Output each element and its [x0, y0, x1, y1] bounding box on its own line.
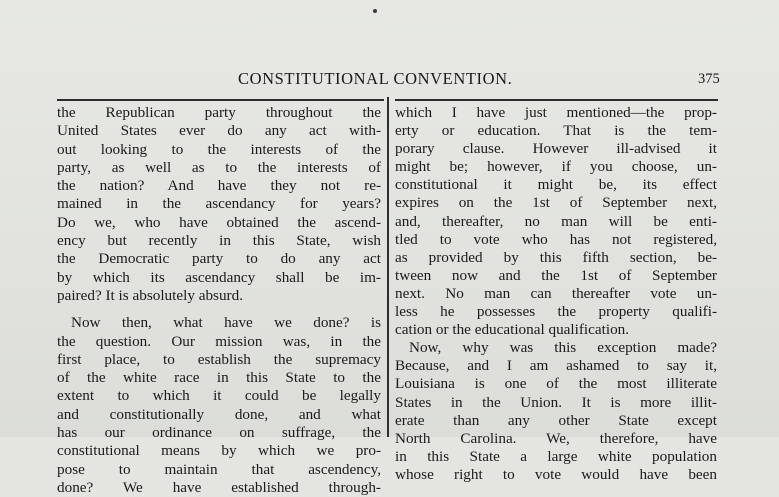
text-line: cation or the educational qualification. — [395, 321, 630, 339]
paragraph-gap — [57, 305, 381, 314]
text-line: pose to maintain that ascendency, — [57, 460, 381, 478]
text-line: which I have just mentioned—the prop- — [395, 104, 717, 121]
header-rule-left — [57, 99, 384, 101]
text-line: tled to vote who has not registered, — [395, 230, 717, 248]
text-line: by which its ascendancy shall be im- — [57, 268, 381, 286]
column-divider — [387, 97, 389, 437]
text-line: out looking to the interests of the — [57, 140, 381, 158]
text-line: mained in the ascendancy for years? — [57, 195, 381, 213]
text-line: United States ever do any act with- — [57, 122, 381, 140]
text-line: the Democratic party to do any act — [57, 250, 381, 268]
text-line: might be; however, if you choose, un- — [395, 158, 717, 176]
text-line: Now then, what have we done? is — [71, 314, 381, 332]
ink-speck — [373, 9, 377, 13]
text-line: North Carolina. We, therefore, have — [395, 429, 717, 447]
text-line: the nation? And have they not re- — [57, 177, 381, 195]
text-line: the question. Our mission was, in the — [57, 332, 381, 350]
text-line: tween now and the 1st of September — [395, 266, 717, 284]
text-line: erty or education. That is the tem- — [395, 122, 717, 140]
text-line: States in the Union. It is more illit- — [395, 393, 717, 411]
text-line: and, thereafter, no man will be enti- — [395, 212, 717, 230]
text-line: constitutional means by which we pro- — [57, 442, 381, 460]
left-column — [57, 104, 381, 497]
text-line: first place, to establish the supremacy — [57, 350, 381, 368]
right-paragraph-2 — [395, 339, 717, 484]
text-line: of the white race in this State to the — [57, 369, 381, 387]
text-line: as provided by this fifth section, be- — [395, 248, 717, 266]
text-line: Because, and I am ashamed to say it, — [395, 357, 717, 375]
text-line: and constitutionally done, and what — [57, 405, 381, 423]
text-line: extent to which it could be legally — [57, 387, 381, 405]
text-line: Do we, who have obtained the ascend- — [57, 213, 381, 231]
text-line: whose right to vote would have been — [395, 465, 717, 483]
text-line: ency but recently in this State, wish — [57, 232, 381, 250]
running-title: CONSTITUTIONAL CONVENTION. — [238, 69, 513, 88]
text-line: Now, why was this exception made? — [409, 339, 717, 357]
text-line: has our ordinance on suffrage, the — [57, 424, 381, 442]
text-line: constitutional it might be, its effect — [395, 176, 717, 194]
text-line: next. No man can thereafter vote un- — [395, 284, 717, 302]
left-paragraph-2 — [57, 314, 381, 497]
page-number: 375 — [698, 71, 720, 87]
text-line: done? We have established through- — [57, 478, 381, 496]
text-line: in this State a large white population — [395, 447, 717, 465]
right-column — [395, 104, 717, 484]
text-line: paired? It is absolutely absurd. — [57, 286, 243, 304]
text-line: the Republican party throughout the — [57, 104, 381, 121]
right-paragraph-1 — [395, 104, 717, 339]
text-line: expires on the 1st of September next, — [395, 194, 717, 212]
text-line: porary clause. However ill-advised it — [395, 140, 717, 158]
header-rule-right — [395, 99, 718, 101]
text-line: party, as well as to the interests of — [57, 158, 381, 176]
left-paragraph-1 — [57, 104, 381, 305]
text-line: less he possesses the property qualifi- — [395, 303, 717, 321]
text-line: erate than any other State except — [395, 411, 717, 429]
text-line: Louisiana is one of the most illiterate — [395, 375, 717, 393]
